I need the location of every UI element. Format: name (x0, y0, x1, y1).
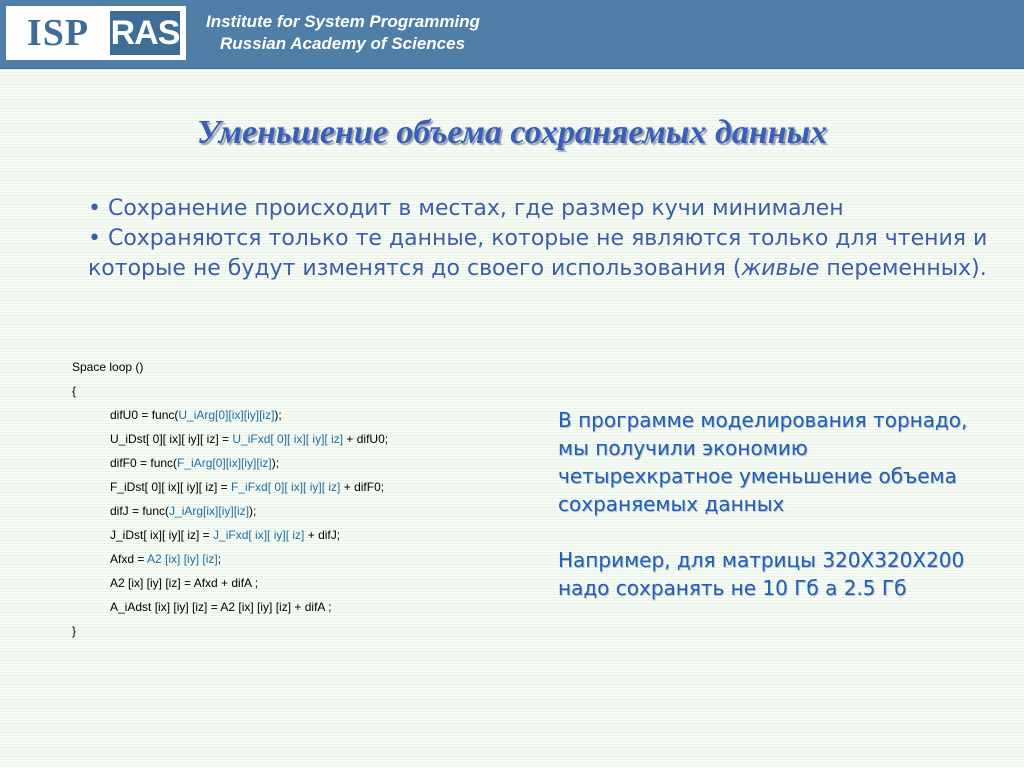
code-line (110, 432, 388, 446)
code-text: difJ = func( (110, 504, 170, 518)
code-text: + difJ; (304, 528, 341, 542)
code-line (110, 600, 331, 614)
logo-ras-text: RAS (110, 11, 180, 55)
side-note-paragraph-1: В программе моделирования торнадо, мы получили экономию четырехкратное уменьшение объема сохраняемых данных (558, 408, 968, 516)
slide-title: Уменьшение объема сохраняемых данных (196, 114, 828, 151)
code-line (110, 504, 256, 518)
code-text: Afxd = (110, 552, 148, 566)
code-highlight: F_iArg[0][ix][iy][iz] (177, 456, 272, 470)
code-text: ); (274, 408, 282, 422)
bullet-item-1: • Сохранение происходит в местах, где размер кучи минимален (88, 196, 844, 221)
code-line (110, 456, 279, 470)
code-text: A_iAdst [ix] [iy] [iz] = A2 [ix] [iy] [iz] + difA ; (110, 600, 332, 614)
code-highlight: J_iFxd[ ix][ iy][ iz] (213, 528, 305, 542)
code-text: ); (249, 504, 257, 518)
code-text: U_iDst[ 0][ ix][ iy][ iz] = (110, 432, 233, 446)
code-text: A2 [ix] [iy] [iz] = Afxd + difA ; (110, 576, 259, 590)
code-line (110, 552, 221, 566)
institute-name-line2: Russian Academy of Sciences (220, 34, 466, 53)
code-line (110, 480, 384, 494)
bullet-item-2-text: • Сохраняются только те данные, которые не являются только для чтения и которые не будут изменятся до своего использования ( (88, 226, 988, 281)
bullet-list (88, 194, 988, 284)
side-note-paragraph-2: Например, для матрицы 320X320X200 надо сохранять не 10 Гб а 2.5 Гб (558, 548, 965, 600)
code-text: F_iDst[ 0][ ix][ iy][ iz] = (110, 480, 232, 494)
side-note (558, 406, 988, 602)
code-highlight: J_iArg[ix][iy][iz] (169, 504, 250, 518)
code-text: ; (217, 552, 222, 566)
code-text: ); (271, 456, 280, 470)
code-text: + difU0; (343, 432, 389, 446)
code-text: difF0 = func( (110, 456, 178, 470)
bullet-item-2 (88, 224, 988, 284)
code-close-brace: } (72, 624, 77, 638)
code-header: Space loop () (72, 360, 144, 374)
bullet-item-2-emphasis: живые (741, 256, 820, 281)
bullet-item-2-tail: переменных). (819, 256, 987, 281)
institute-name-line1: Institute for System Programming (206, 12, 480, 31)
code-highlight: A2 [ix] [iy] [iz] (147, 552, 218, 566)
isp-ras-logo (6, 6, 186, 60)
paragraph-gap (558, 518, 988, 546)
header-bar (0, 0, 1024, 69)
code-open-brace: { (72, 384, 77, 398)
code-line (110, 528, 340, 542)
code-line (110, 408, 282, 422)
logo-isp-text: ISP (26, 12, 90, 54)
code-text: J_iDst[ ix][ iy][ iz] = (110, 528, 214, 542)
code-highlight: F_iFxd[ 0][ ix][ iy][ iz] (231, 480, 341, 494)
code-highlight: U_iArg[0][ix][iy][iz] (178, 408, 275, 422)
code-line (110, 576, 258, 590)
code-text: difU0 = func( (110, 408, 179, 422)
code-highlight: U_iFxd[ 0][ ix][ iy][ iz] (232, 432, 344, 446)
code-text: + difF0; (340, 480, 385, 494)
